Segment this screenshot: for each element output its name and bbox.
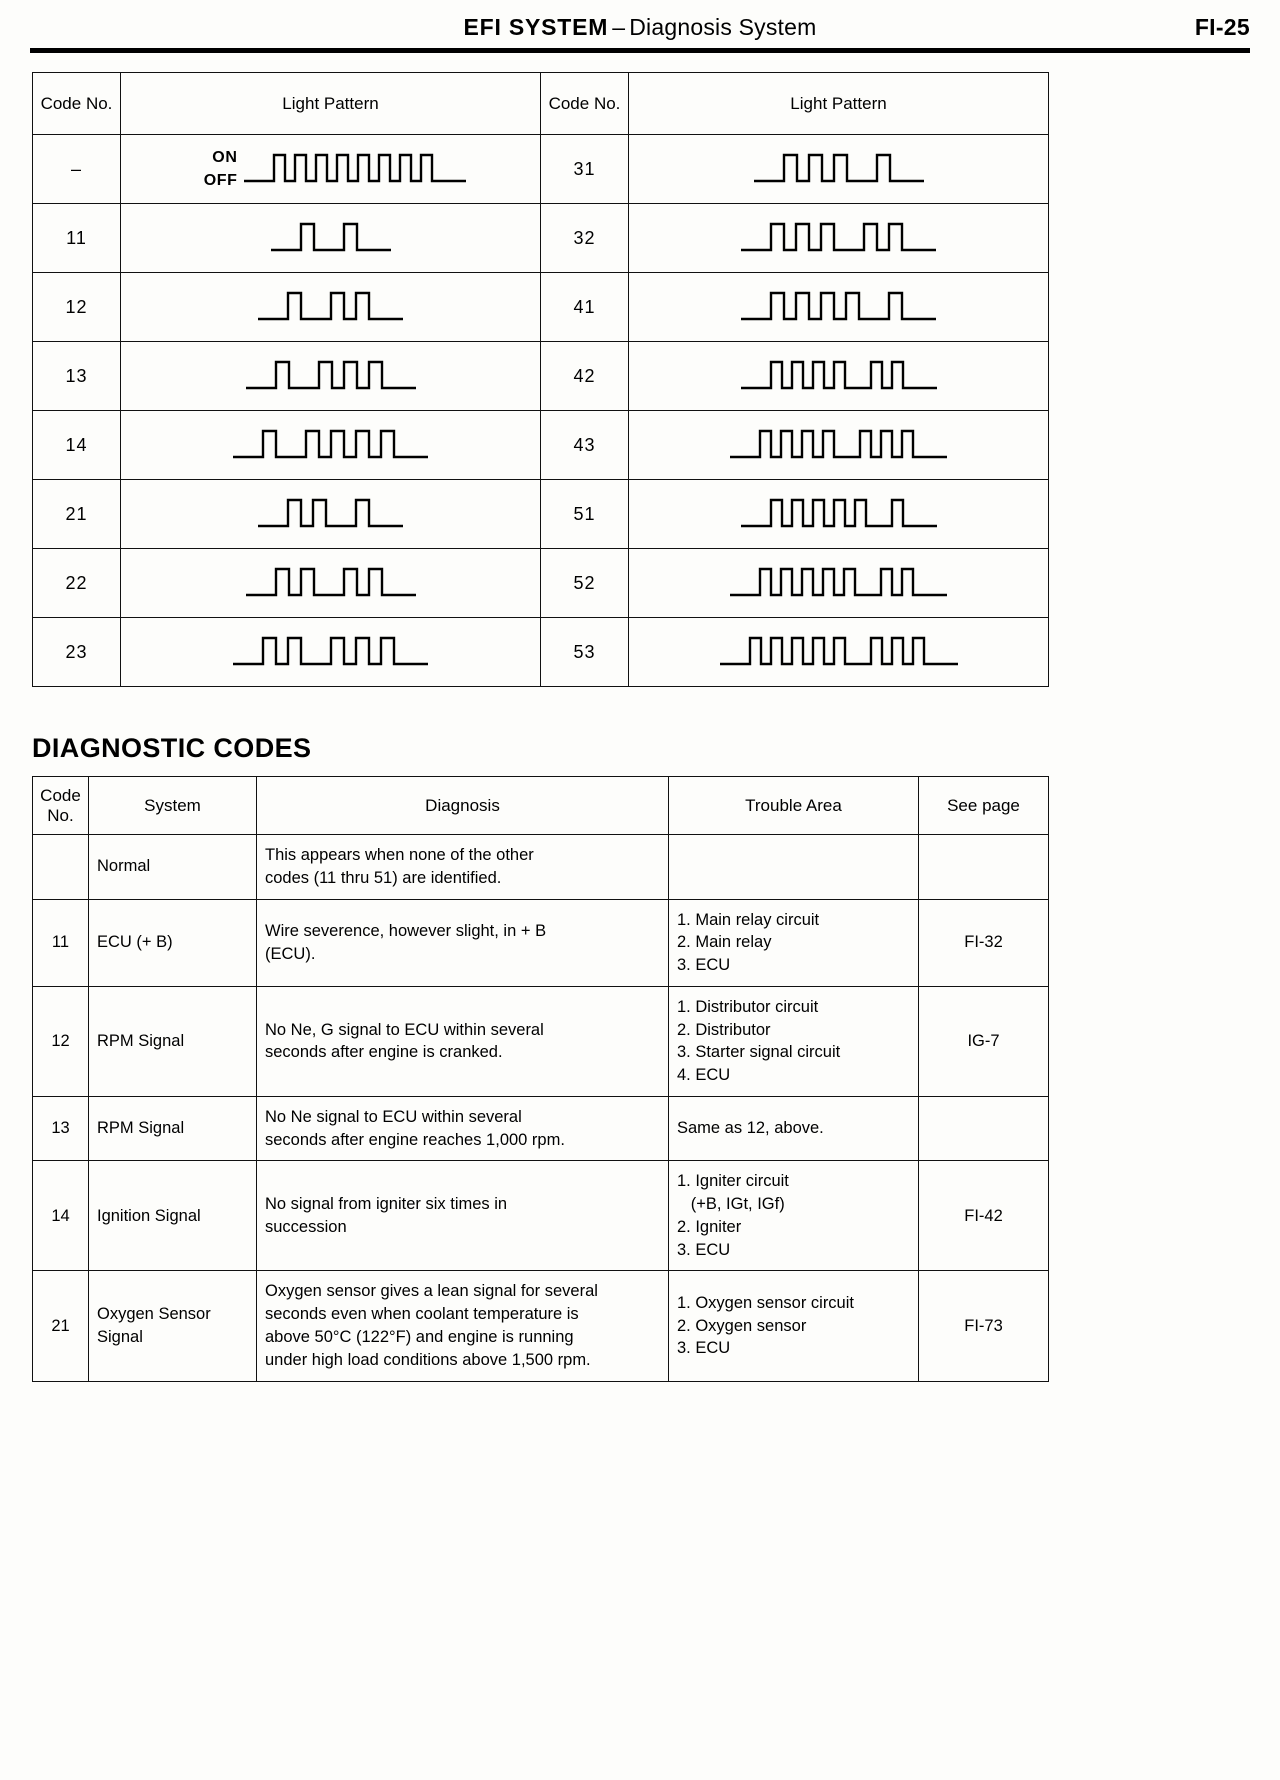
diagnosis-line: under high load conditions above 1,500 rpm. — [265, 1350, 591, 1369]
cell-see-page: FI-73 — [919, 1271, 1049, 1381]
cell-code-no: 11 — [33, 899, 89, 986]
cell-see-page — [919, 835, 1049, 900]
waveform-graphic — [741, 494, 937, 534]
code-no-cell-right: 52 — [541, 549, 629, 618]
diagnostic-codes-heading: DIAGNOSTIC CODES — [32, 733, 312, 763]
waveform-graphic — [741, 287, 936, 327]
cell-diagnosis — [257, 1161, 669, 1271]
cell-trouble-area — [669, 899, 919, 986]
cell-system — [89, 835, 257, 900]
code-no-cell-left: 14 — [33, 411, 121, 480]
light-pattern-cell-right — [629, 480, 1049, 549]
waveform-graphic — [233, 632, 428, 672]
system-line: Ignition Signal — [97, 1206, 201, 1225]
header-code-no — [33, 777, 89, 835]
cell-diagnosis — [257, 986, 669, 1096]
waveform-graphic — [244, 149, 466, 189]
diagnosis-line: Oxygen sensor gives a lean signal for several — [265, 1282, 598, 1301]
system-line: ECU (+ B) — [97, 933, 173, 952]
page-title-system: EFI SYSTEM — [463, 14, 609, 40]
trouble-area-list — [677, 909, 910, 977]
cell-trouble-area — [669, 1096, 919, 1161]
on-label: ON — [212, 148, 238, 166]
light-pattern-row — [33, 273, 1049, 342]
cell-trouble-area — [669, 1271, 919, 1381]
light-pattern-cell-right — [629, 549, 1049, 618]
code-no-cell-right: 43 — [541, 411, 629, 480]
waveform-graphic — [233, 425, 428, 465]
light-pattern-row — [33, 204, 1049, 273]
cell-trouble-area — [669, 986, 919, 1096]
cell-diagnosis — [257, 899, 669, 986]
code-no-cell-left: 23 — [33, 618, 121, 687]
light-pattern-table — [32, 72, 1049, 687]
light-pattern-row — [33, 342, 1049, 411]
diagnosis-line: above 50°C (122°F) and engine is running — [265, 1328, 574, 1347]
system-line: RPM Signal — [97, 1031, 185, 1050]
trouble-area-item: 1. Distributor circuit — [677, 997, 819, 1016]
cell-trouble-area — [669, 835, 919, 900]
trouble-area-item: (+B, IGt, IGf) — [677, 1195, 785, 1214]
cell-see-page — [919, 1096, 1049, 1161]
trouble-area-item: 4. ECU — [677, 1066, 731, 1085]
table-row — [33, 835, 1049, 900]
header-divider-rule — [30, 48, 1250, 53]
table-row — [33, 899, 1049, 986]
trouble-area-item: Same as 12, above. — [677, 1119, 824, 1138]
light-pattern-cell-right — [629, 411, 1049, 480]
cell-system — [89, 1161, 257, 1271]
code-no-cell-right: 42 — [541, 342, 629, 411]
diagnostic-codes-table — [32, 776, 1049, 1382]
light-pattern-row — [33, 480, 1049, 549]
diagnostic-codes-header-row — [33, 777, 1049, 835]
table-row — [33, 1096, 1049, 1161]
cell-trouble-area — [669, 1161, 919, 1271]
header-trouble-area: Trouble Area — [669, 777, 919, 835]
waveform-graphic — [730, 563, 947, 603]
trouble-area-item: 1. Oxygen sensor circuit — [677, 1293, 854, 1312]
header-light-pattern-left: Light Pattern — [121, 73, 541, 135]
cell-diagnosis — [257, 1271, 669, 1381]
page-header — [30, 8, 1250, 54]
page-number: FI-25 — [1194, 14, 1250, 40]
light-pattern-header-row — [33, 73, 1049, 135]
diagnosis-line: seconds even when coolant temperature is — [265, 1305, 579, 1324]
trouble-area-item: 2. Oxygen sensor — [677, 1316, 807, 1335]
diagnosis-line: seconds after engine is cranked. — [265, 1043, 503, 1062]
diagnostic-codes-body — [33, 835, 1049, 1382]
trouble-area-item: 2. Igniter — [677, 1217, 742, 1236]
cell-code-no: 21 — [33, 1271, 89, 1381]
light-pattern-cell-right — [629, 135, 1049, 204]
light-pattern-cell-left — [121, 618, 541, 687]
light-pattern-cell-left — [121, 342, 541, 411]
trouble-area-item: 3. ECU — [677, 1240, 731, 1259]
header-code-no-line2: No. — [47, 805, 74, 825]
waveform-graphic — [741, 356, 937, 396]
header-diagnosis: Diagnosis — [257, 777, 669, 835]
light-pattern-cell-left — [121, 549, 541, 618]
cell-code-no: 12 — [33, 986, 89, 1096]
trouble-area-list — [677, 1292, 910, 1360]
trouble-area-list — [677, 1170, 910, 1261]
light-pattern-cell-left — [121, 411, 541, 480]
table-row — [33, 1271, 1049, 1381]
system-line: RPM Signal — [97, 1119, 185, 1138]
on-off-labels — [196, 146, 238, 192]
light-pattern-row — [33, 618, 1049, 687]
diagnosis-line: Wire severence, however slight, in + B — [265, 921, 547, 940]
cell-code-no — [33, 835, 89, 900]
light-pattern-cell-right — [629, 342, 1049, 411]
page-title-dash: – — [612, 14, 626, 40]
cell-see-page: IG-7 — [919, 986, 1049, 1096]
trouble-area-item: 3. ECU — [677, 1339, 731, 1358]
page-title — [30, 14, 1250, 41]
trouble-area-list — [677, 1117, 910, 1140]
header-see-page: See page — [919, 777, 1049, 835]
waveform-graphic — [754, 149, 924, 189]
cell-diagnosis — [257, 1096, 669, 1161]
light-pattern-row — [33, 411, 1049, 480]
code-no-cell-right: 51 — [541, 480, 629, 549]
light-pattern-cell-left — [121, 480, 541, 549]
cell-system — [89, 899, 257, 986]
cell-code-no: 14 — [33, 1161, 89, 1271]
light-pattern-cell-right — [629, 204, 1049, 273]
cell-system — [89, 1096, 257, 1161]
code-no-cell-left: – — [33, 135, 121, 204]
waveform-graphic — [246, 563, 416, 603]
page-title-subject: Diagnosis System — [629, 14, 817, 40]
diagnosis-line: This appears when none of the other — [265, 846, 534, 864]
code-no-cell-right: 53 — [541, 618, 629, 687]
trouble-area-item: 2. Main relay — [677, 933, 772, 952]
code-no-cell-left: 11 — [33, 204, 121, 273]
diagnosis-line: No Ne signal to ECU within several — [265, 1107, 522, 1126]
diagnosis-line: No signal from igniter six times in — [265, 1195, 508, 1214]
trouble-area-item: 2. Distributor — [677, 1020, 771, 1039]
trouble-area-item: 3. ECU — [677, 956, 731, 975]
diagnosis-line: seconds after engine reaches 1,000 rpm. — [265, 1130, 565, 1149]
trouble-area-list — [677, 996, 910, 1087]
light-pattern-cell-right — [629, 618, 1049, 687]
off-label: OFF — [203, 172, 238, 189]
cell-see-page: FI-42 — [919, 1161, 1049, 1271]
cell-system — [89, 1271, 257, 1381]
waveform-graphic — [258, 287, 403, 327]
light-pattern-cell-left — [121, 273, 541, 342]
header-code-no-line1: Code — [40, 785, 81, 805]
code-no-cell-right: 41 — [541, 273, 629, 342]
waveform-graphic — [741, 218, 936, 258]
trouble-area-item: 3. Starter signal circuit — [677, 1043, 841, 1062]
waveform-graphic — [246, 356, 416, 396]
code-no-cell-left: 21 — [33, 480, 121, 549]
diagnosis-line: succession — [265, 1217, 347, 1236]
code-no-cell-left: 13 — [33, 342, 121, 411]
cell-code-no: 13 — [33, 1096, 89, 1161]
code-no-cell-left: 22 — [33, 549, 121, 618]
waveform-graphic — [271, 218, 391, 258]
light-pattern-body — [33, 135, 1049, 687]
light-pattern-section — [32, 72, 1248, 687]
table-row — [33, 986, 1049, 1096]
diagnosis-line: (ECU). — [265, 944, 316, 963]
header-code-no-right: Code No. — [541, 73, 629, 135]
table-row — [33, 1161, 1049, 1271]
trouble-area-item: 1. Main relay circuit — [677, 910, 820, 929]
code-no-cell-left: 12 — [33, 273, 121, 342]
cell-system — [89, 986, 257, 1096]
waveform-graphic — [258, 494, 403, 534]
cell-diagnosis — [257, 835, 669, 900]
light-pattern-row — [33, 549, 1049, 618]
diagnosis-line: codes (11 thru 51) are identified. — [265, 868, 502, 887]
waveform-graphic — [720, 632, 958, 672]
waveform-graphic — [730, 425, 947, 465]
diagnostic-codes-section — [32, 776, 1248, 1382]
system-line: Normal — [97, 857, 151, 876]
code-no-cell-right: 32 — [541, 204, 629, 273]
system-line: Oxygen Sensor — [97, 1305, 211, 1324]
light-pattern-cell-left — [121, 204, 541, 273]
diagnosis-line: No Ne, G signal to ECU within several — [265, 1020, 544, 1039]
cell-see-page: FI-32 — [919, 899, 1049, 986]
header-system: System — [89, 777, 257, 835]
header-code-no-left: Code No. — [33, 73, 121, 135]
light-pattern-cell-right — [629, 273, 1049, 342]
trouble-area-item: 1. Igniter circuit — [677, 1172, 789, 1191]
light-pattern-row — [33, 135, 1049, 204]
header-light-pattern-right: Light Pattern — [629, 73, 1049, 135]
light-pattern-cell-left — [121, 135, 541, 204]
system-line: Signal — [97, 1328, 143, 1347]
code-no-cell-right: 31 — [541, 135, 629, 204]
